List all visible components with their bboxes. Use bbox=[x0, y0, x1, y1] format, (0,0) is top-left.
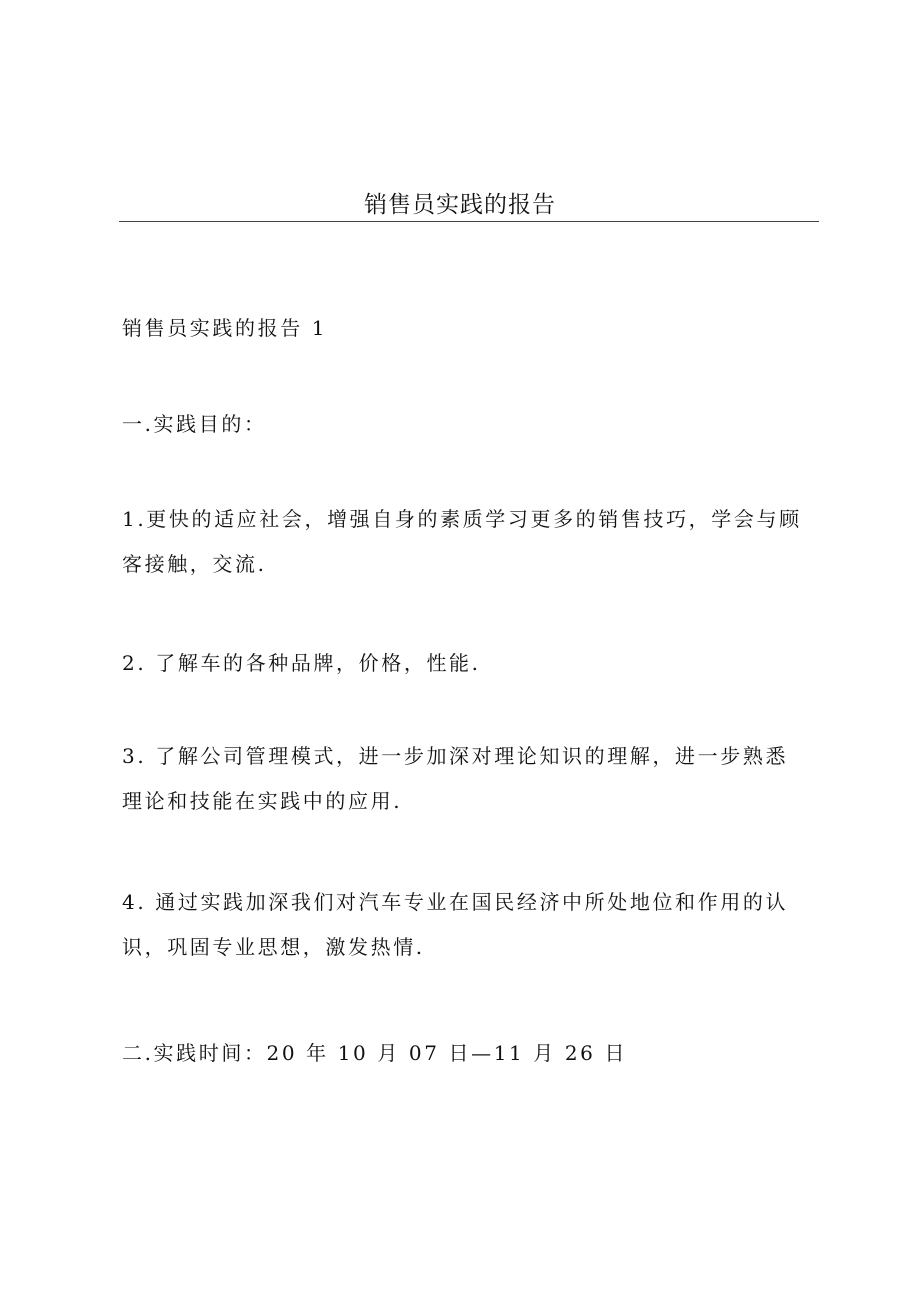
purpose-item-1-line-2: 客接触，交流. bbox=[122, 552, 267, 576]
purpose-item-3-line-2: 理论和技能在实践中的应用. bbox=[122, 789, 403, 813]
purpose-item-4 bbox=[122, 880, 822, 970]
section-heading-time: 二.实践时间：20 年 10 月 07 日—11 月 26 日 bbox=[122, 1041, 628, 1065]
purpose-item-2-line-1: 2. 了解车的各种品牌，价格，性能. bbox=[122, 651, 481, 675]
purpose-item-4-line-2: 识，巩固专业思想，激发热情. bbox=[122, 935, 425, 959]
purpose-item-2 bbox=[122, 641, 822, 686]
report-subtitle: 销售员实践的报告 1 bbox=[122, 316, 328, 340]
purpose-item-3-line-1: 3. 了解公司管理模式，进一步加深对理论知识的理解，进一步熟悉 bbox=[122, 744, 789, 768]
purpose-item-1 bbox=[122, 497, 822, 587]
section-heading-purpose: 一.实践目的： bbox=[122, 412, 267, 436]
purpose-item-1-line-1: 1.更快的适应社会，增强自身的素质学习更多的销售技巧，学会与顾 bbox=[122, 507, 802, 531]
document-title: 销售员实践的报告 bbox=[364, 192, 556, 218]
purpose-item-3 bbox=[122, 734, 822, 824]
purpose-item-4-line-1: 4. 通过实践加深我们对汽车专业在国民经济中所处地位和作用的认 bbox=[122, 890, 789, 914]
title-underline bbox=[119, 221, 819, 222]
